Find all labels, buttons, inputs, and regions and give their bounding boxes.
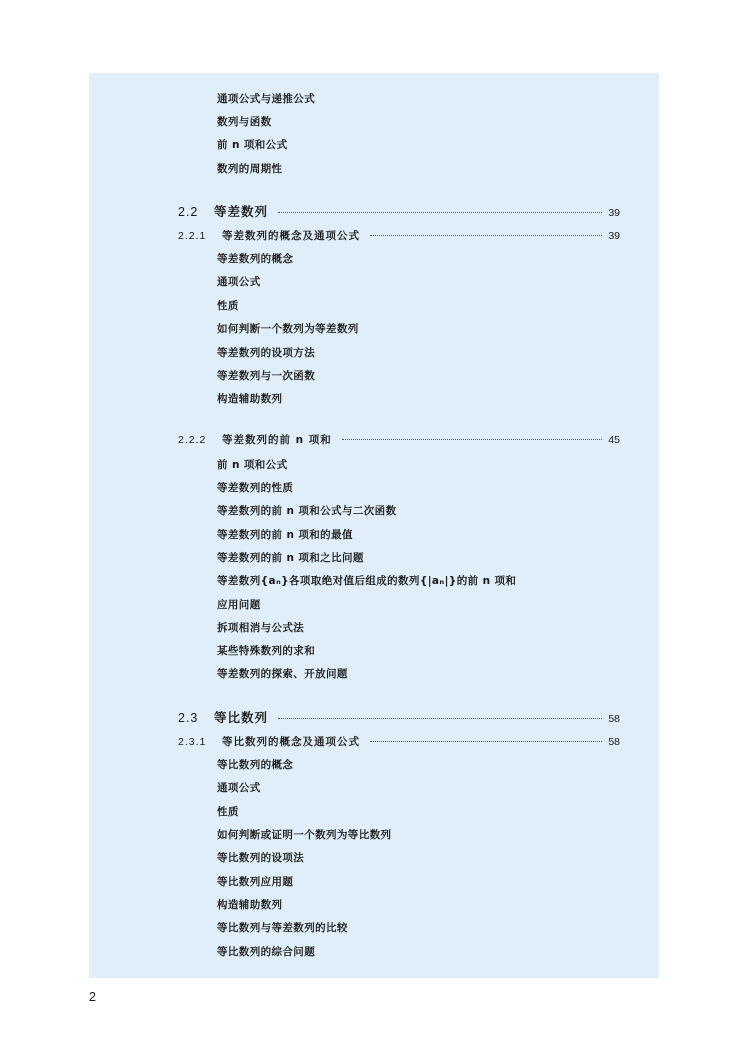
- topic-label: 数列的周期性: [217, 163, 283, 175]
- topic-label: 等比数列的综合问题: [217, 946, 316, 958]
- toc-topic[interactable]: [217, 114, 272, 129]
- toc-topic[interactable]: [217, 137, 288, 152]
- subsection-number: 2.2.1: [178, 230, 207, 242]
- topic-label: 等比数列的设项法: [217, 852, 305, 864]
- toc-topic[interactable]: [217, 321, 359, 336]
- subsection-number: 2.2.2: [178, 434, 207, 446]
- topic-label: 构造辅助数列: [217, 899, 283, 911]
- subsection-title: 等差数列的前 n 项和: [222, 434, 332, 446]
- toc-topic[interactable]: [217, 620, 304, 635]
- subsection-title: 等差数列的概念及通项公式: [222, 230, 360, 242]
- topic-label: 等差数列的前 n 项和的最值: [217, 529, 353, 541]
- toc-subsection-2-2-2[interactable]: [178, 432, 620, 447]
- toc-topic[interactable]: [217, 503, 397, 518]
- toc-topic[interactable]: [217, 91, 315, 106]
- topic-label: 等比数列的概念: [217, 759, 294, 771]
- dot-leader: [370, 235, 602, 236]
- topic-label: 如何判断一个数列为等差数列: [217, 323, 359, 335]
- toc-topic[interactable]: [217, 298, 239, 313]
- toc-topic[interactable]: [217, 643, 315, 658]
- toc-topic[interactable]: [217, 897, 282, 912]
- toc-topic[interactable]: [217, 944, 315, 959]
- topic-label: 通项公式: [217, 782, 261, 794]
- topic-label: 通项公式: [217, 276, 261, 288]
- page-ref: 39: [608, 230, 620, 242]
- toc-subsection-2-3-1[interactable]: [178, 734, 620, 749]
- toc-topic[interactable]: [217, 274, 261, 289]
- topic-label: 等差数列的性质: [217, 482, 294, 494]
- section-title: 等差数列: [214, 204, 269, 219]
- topic-label: 某些特殊数列的求和: [217, 645, 316, 657]
- page-number: 2: [89, 990, 96, 1004]
- toc-topic[interactable]: [217, 780, 261, 795]
- topic-label: 前 n 项和公式: [217, 459, 288, 471]
- topic-label: 通项公式与递推公式: [217, 93, 316, 105]
- topic-label: 等差数列的前 n 项和之比问题: [217, 552, 364, 564]
- topic-label: 等比数列应用题: [217, 876, 294, 888]
- section-number: 2.2: [178, 205, 199, 219]
- toc-topic[interactable]: [217, 666, 348, 681]
- toc-topic[interactable]: [217, 480, 293, 495]
- topic-label: 等差数列的概念: [217, 253, 294, 265]
- toc-topic[interactable]: [217, 757, 293, 772]
- dot-leader: [278, 212, 602, 213]
- toc-topic[interactable]: [217, 161, 282, 176]
- page-ref: 58: [608, 736, 620, 748]
- topic-label: 等差数列的探索、开放问题: [217, 668, 348, 680]
- toc-topic[interactable]: [217, 597, 261, 612]
- topic-label: 等差数列的前 n 项和公式与二次函数: [217, 505, 397, 517]
- toc-topic[interactable]: [217, 827, 391, 842]
- topic-label: 等差数列与一次函数: [217, 370, 316, 382]
- toc-subsection-2-2-1[interactable]: [178, 228, 620, 243]
- topic-label: 前 n 项和公式: [217, 139, 288, 151]
- toc-section-2-2[interactable]: [178, 202, 620, 220]
- toc-topic[interactable]: [217, 804, 239, 819]
- section-number: 2.3: [178, 711, 199, 725]
- dot-leader: [370, 741, 602, 742]
- toc-topic[interactable]: [217, 573, 516, 588]
- subsection-number: 2.3.1: [178, 736, 207, 748]
- topic-label: 拆项相消与公式法: [217, 622, 305, 634]
- section-title: 等比数列: [214, 710, 269, 725]
- toc-section-2-3[interactable]: [178, 708, 620, 726]
- dot-leader: [342, 439, 603, 440]
- toc-topic[interactable]: [217, 527, 353, 542]
- toc-topic[interactable]: [217, 345, 315, 360]
- toc-topic[interactable]: [217, 368, 315, 383]
- topic-label: 等差数列{aₙ}各项取绝对值后组成的数列{|aₙ|}的前 n 项和: [217, 575, 517, 587]
- toc-topic[interactable]: [217, 920, 348, 935]
- subsection-title: 等比数列的概念及通项公式: [222, 736, 360, 748]
- page-ref: 58: [608, 713, 620, 725]
- toc-topic[interactable]: [217, 251, 293, 266]
- topic-label: 如何判断或证明一个数列为等比数列: [217, 829, 392, 841]
- dot-leader: [278, 718, 602, 719]
- topic-label: 应用问题: [217, 599, 261, 611]
- toc-topic[interactable]: [217, 550, 364, 565]
- page-ref: 45: [608, 434, 620, 446]
- topic-label: 等比数列与等差数列的比较: [217, 922, 348, 934]
- toc-topic[interactable]: [217, 457, 288, 472]
- topic-label: 等差数列的设项方法: [217, 347, 316, 359]
- toc-topic[interactable]: [217, 850, 304, 865]
- toc-topic[interactable]: [217, 874, 293, 889]
- topic-label: 性质: [217, 300, 239, 312]
- topic-label: 数列与函数: [217, 116, 272, 128]
- page-ref: 39: [608, 207, 620, 219]
- topic-label: 性质: [217, 806, 239, 818]
- toc-topic[interactable]: [217, 391, 282, 406]
- topic-label: 构造辅助数列: [217, 393, 283, 405]
